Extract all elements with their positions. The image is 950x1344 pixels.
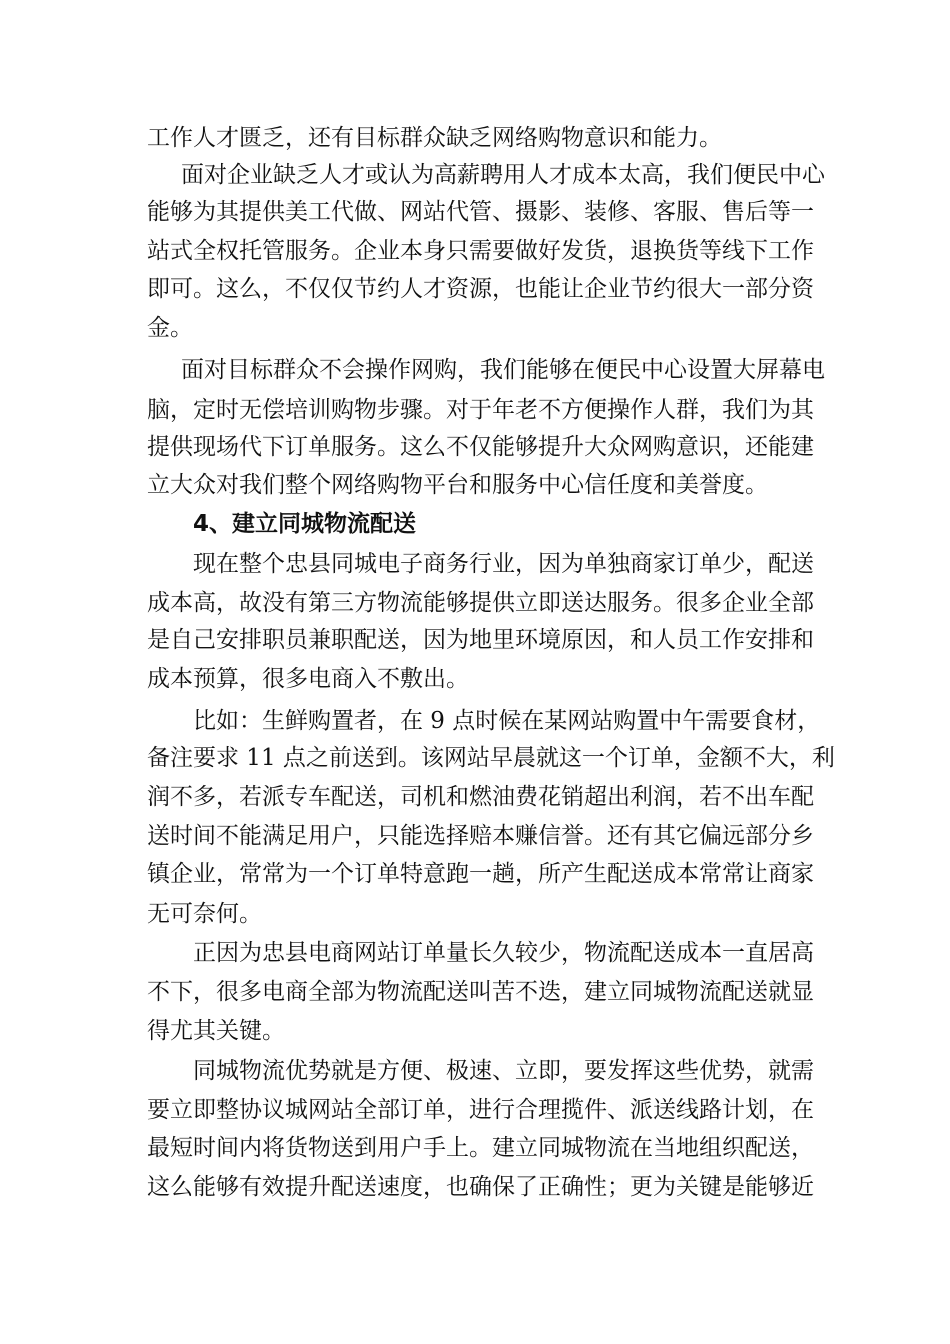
text-line: 立大众对我们整个网络购物平台和服务中心信任度和美誉度。 <box>147 472 768 498</box>
text-line: 是自己安排职员兼职配送，因为地里环境原因，和人员工作安排和 <box>147 627 814 653</box>
text-line: 备注要求 11 点之前送到。该网站早晨就这一个订单，金额不大，利 <box>147 745 835 771</box>
text-line: 成本高，故没有第三方物流能够提供立即送达服务。很多企业全部 <box>147 590 814 616</box>
text-line: 提供现场代下订单服务。这么不仅能够提升大众网购意识，还能建 <box>147 434 814 460</box>
text-line: 要立即整协议城网站全部订单，进行合理揽件、派送线路计划，在 <box>147 1097 814 1123</box>
text-line: 无可奈何。 <box>147 901 262 927</box>
text-line: 现在整个忠县同城电子商务行业，因为单独商家订单少，配送 <box>193 551 814 577</box>
text-line: 比如：生鲜购置者，在 9 点时候在某网站购置中午需要食材， <box>193 708 821 734</box>
text-line: 送时间不能满足用户，只能选择赔本赚信誉。还有其它偏远部分乡 <box>147 823 814 849</box>
text-line: 同城物流优势就是方便、极速、立即，要发挥这些优势，就需 <box>193 1058 814 1084</box>
text-line: 正因为忠县电商网站订单量长久较少，物流配送成本一直居高 <box>193 940 814 966</box>
text-line: 能够为其提供美工代做、网站代管、摄影、装修、客服、售后等一 <box>147 199 814 225</box>
text-line: 金。 <box>147 315 193 341</box>
text-line: 脑，定时无偿培训购物步骤。对于年老不方便操作人群，我们为其 <box>147 397 814 423</box>
text-line: 站式全权托管服务。企业本身只需要做好发货，退换货等线下工作 <box>147 238 814 264</box>
text-line: 最短时间内将货物送到用户手上。建立同城物流在当地组织配送， <box>147 1135 814 1161</box>
section-heading: 4、建立同城物流配送 <box>193 511 417 537</box>
text-line: 工作人才匮乏，还有目标群众缺乏网络购物意识和能力。 <box>147 125 722 151</box>
text-line: 成本预算，很多电商入不敷出。 <box>147 666 469 692</box>
text-line: 镇企业，常常为一个订单特意跑一趟，所产生配送成本常常让商家 <box>147 861 814 887</box>
text-line: 这么能够有效提升配送速度，也确保了正确性；更为关键是能够近 <box>147 1174 814 1200</box>
text-line: 面对企业缺乏人才或认为高薪聘用人才成本太高，我们便民中心 <box>181 162 825 188</box>
text-line: 即可。这么，不仅仅节约人才资源，也能让企业节约很大一部分资 <box>147 276 814 302</box>
text-line: 面对目标群众不会操作网购，我们能够在便民中心设置大屏幕电 <box>181 357 825 383</box>
text-line: 润不多，若派专车配送，司机和燃油费花销超出利润，若不出车配 <box>147 784 814 810</box>
text-line: 得尤其关键。 <box>147 1018 285 1044</box>
text-line: 不下，很多电商全部为物流配送叫苦不迭，建立同城物流配送就显 <box>147 979 814 1005</box>
